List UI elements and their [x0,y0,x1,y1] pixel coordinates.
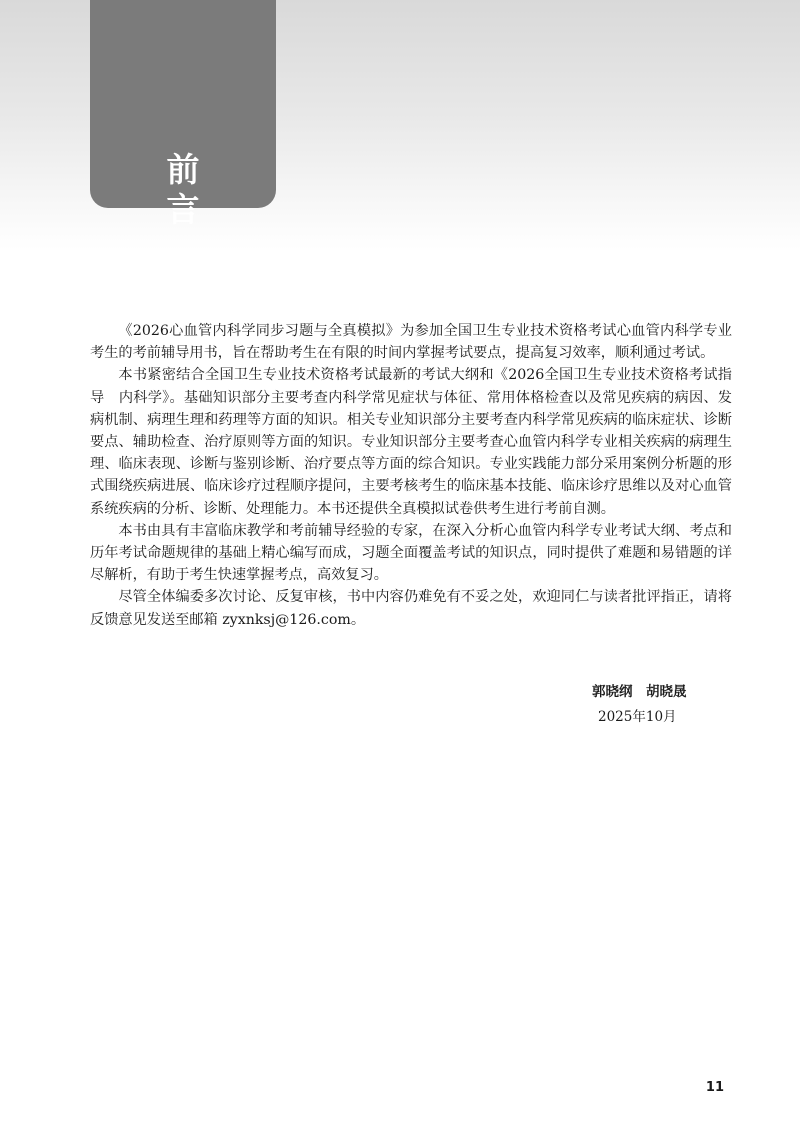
paragraph: 尽管全体编委多次讨论、反复审核，书中内容仍难免有不妥之处，欢迎同仁与读者批评指正，请将反馈意见发送至邮箱 zyxnksj@126.com。 [90,589,732,628]
paragraph: 本书紧密结合全国卫生专业技术资格考试最新的考试大纲和《2026全国卫生专业技术资格考试指导 内科学》。基础知识部分主要考查内科学常见症状与体征、常用体格检查以及常见疾病的病因、发病机制、病理生理和药理等方面的知识。相关专业知识部分主要考查内科学常见疾病的临床症状、诊断要点、辅助检查、治疗原则等方面的知识。专业知识部分主要考查心血管内科学专业相关疾病的病理生理、临床表现、诊断与鉴别诊断、治疗要点等方面的综合知识。专业实践能力部分采用案例分析题的形式围绕疾病进展、临床诊疗过程顺序提问，主要考核考生的临床基本技能、临床诊疗思维以及对心血管系统疾病的分析、诊断、处理能力。本书还提供全真模拟试卷供考生进行考前自测。 [90,367,732,517]
author-names: 郭晓纲 胡晓晟 [592,684,687,700]
paragraph: 本书由具有丰富临床教学和考前辅导经验的专家，在深入分析心血管内科学专业考试大纲、考点和历年考试命题规律的基础上精心编写而成，习题全面覆盖考试的知识点，同时提供了难题和易错题的详尽解析，有助于考生快速掌握考点，高效复习。 [90,522,732,584]
page-number: 11 [705,1080,724,1095]
preface-body [90,320,732,631]
paragraph: 《2026心血管内科学同步习题与全真模拟》为参加全国卫生专业技术资格考试心血管内科学专业考生的考前辅导用书，旨在帮助考生在有限的时间内掌握考试要点，提高复习效率，顺利通过考试。 [90,323,732,362]
title-tab [90,0,276,229]
signature-date: 2025年10月 [598,709,677,725]
page-title: 前 言 [166,150,234,229]
